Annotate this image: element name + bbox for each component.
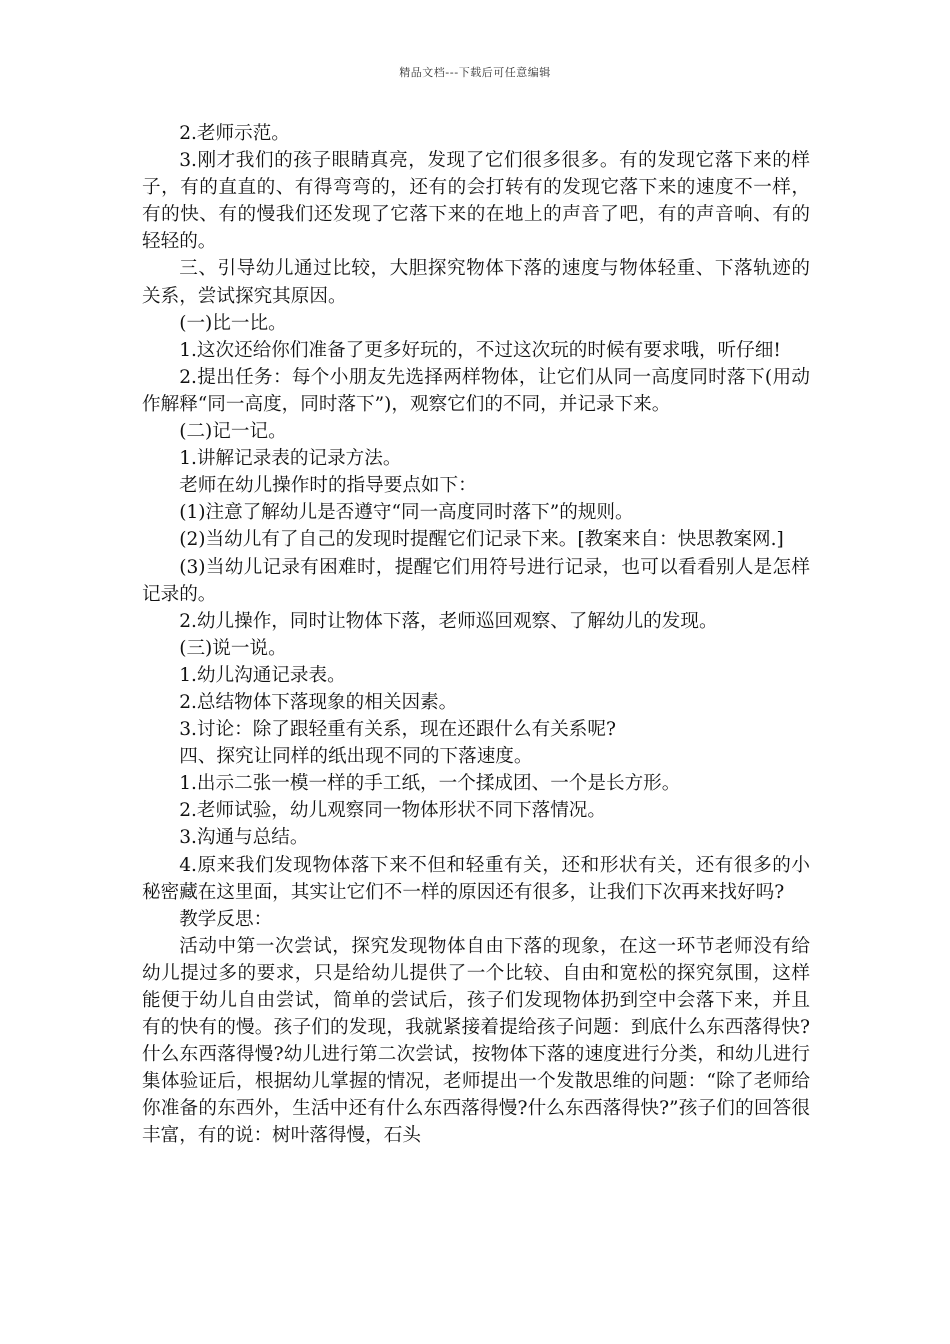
paragraph: (三)说一说。 [179,637,287,659]
paragraph: 1.幼儿沟通记录表。 [179,664,346,686]
paragraph: 教学反思： [179,908,273,930]
paragraph: (3)当幼儿记录有困难时，提醒它们用符号进行记录，也可以看看别人是怎样记录的。 [142,556,810,605]
paragraph: 2.幼儿操作，同时让物体下落，老师巡回观察、了解幼儿的发现。 [179,610,718,632]
document-body [142,120,810,1150]
paragraph: 3.讨论：除了跟轻重有关系，现在还跟什么有关系呢? [179,719,616,741]
paragraph: 老师在幼儿操作时的指导要点如下： [179,475,477,497]
paragraph: 2.老师示范。 [179,123,290,144]
paragraph: 4.原来我们发现物体落下来不但和轻重有关，还和形状有关，还有很多的小秘密藏在这里面，其实让它们不一样的原因还有很多，让我们下次再来找好吗? [142,854,810,903]
paragraph: 3.刚才我们的孩子眼睛真亮，发现了它们很多很多。有的发现它落下来的样子，有的直直的、有得弯弯的，还有的会打转有的发现它落下来的速度不一样，有的快、有的慢我们还发现了它落下来的在地上的声音了吧，有的声音响、有的轻轻的。 [142,150,810,253]
paragraph: (2)当幼儿有了自己的发现时提醒它们记录下来。[教案来自：快思教案网.] [179,529,784,551]
paragraph: 1.出示二张一模一样的手工纸，一个揉成团、一个是长方形。 [179,773,681,795]
paragraph: 1.讲解记录表的记录方法。 [179,448,402,470]
page-header: 精品文档---下载后可任意编辑 [399,66,551,79]
paragraph: (1)注意了解幼儿是否遵守“同一高度同时落下”的规则。 [179,502,634,524]
paragraph: 2.提出任务：每个小朋友先选择两样物体，让它们从同一高度同时落下(用动作解释“同一高度，同时落下”)，观察它们的不同，并记录下来。 [142,366,810,415]
paragraph: 1.这次还给你们准备了更多好玩的，不过这次玩的时候有要求哦，听仔细! [179,339,781,361]
paragraph: 3.沟通与总结。 [179,827,309,849]
paragraph: 2.老师试验，幼儿观察同一物体形状不同下落情况。 [179,800,606,822]
paragraph: (二)记一记。 [179,421,287,443]
paragraph: 活动中第一次尝试，探究发现物体自由下落的现象，在这一环节老师没有给幼儿提过多的要求，只是给幼儿提供了一个比较、自由和宽松的探究氛围，这样能便于幼儿自由尝试，简单的尝试后，孩子们发现物体扔到空中会落下来，并且有的快有的慢。孩子们的发现，我就紧接着提给孩子问题：到底什么东西落得快?什么东西落得慢?幼儿进行第二次尝试，按物体下落的速度进行分类，和幼儿进行集体验证后，根据幼儿掌握的情况，老师提出一个发散思维的问题：“除了老师给你准备的东西外，生活中还有什么东西落得慢?什么东西落得快?”孩子们的回答很丰富，有的说：树叶落得慢，石头 [142,935,810,1147]
paragraph: 2.总结物体下落现象的相关因素。 [179,691,458,713]
paragraph: (一)比一比。 [179,312,287,334]
paragraph: 三、引导幼儿通过比较，大胆探究物体下落的速度与物体轻重、下落轨迹的关系，尝试探究其原因。 [142,258,810,307]
paragraph: 四、探究让同样的纸出现不同的下落速度。 [179,746,533,768]
